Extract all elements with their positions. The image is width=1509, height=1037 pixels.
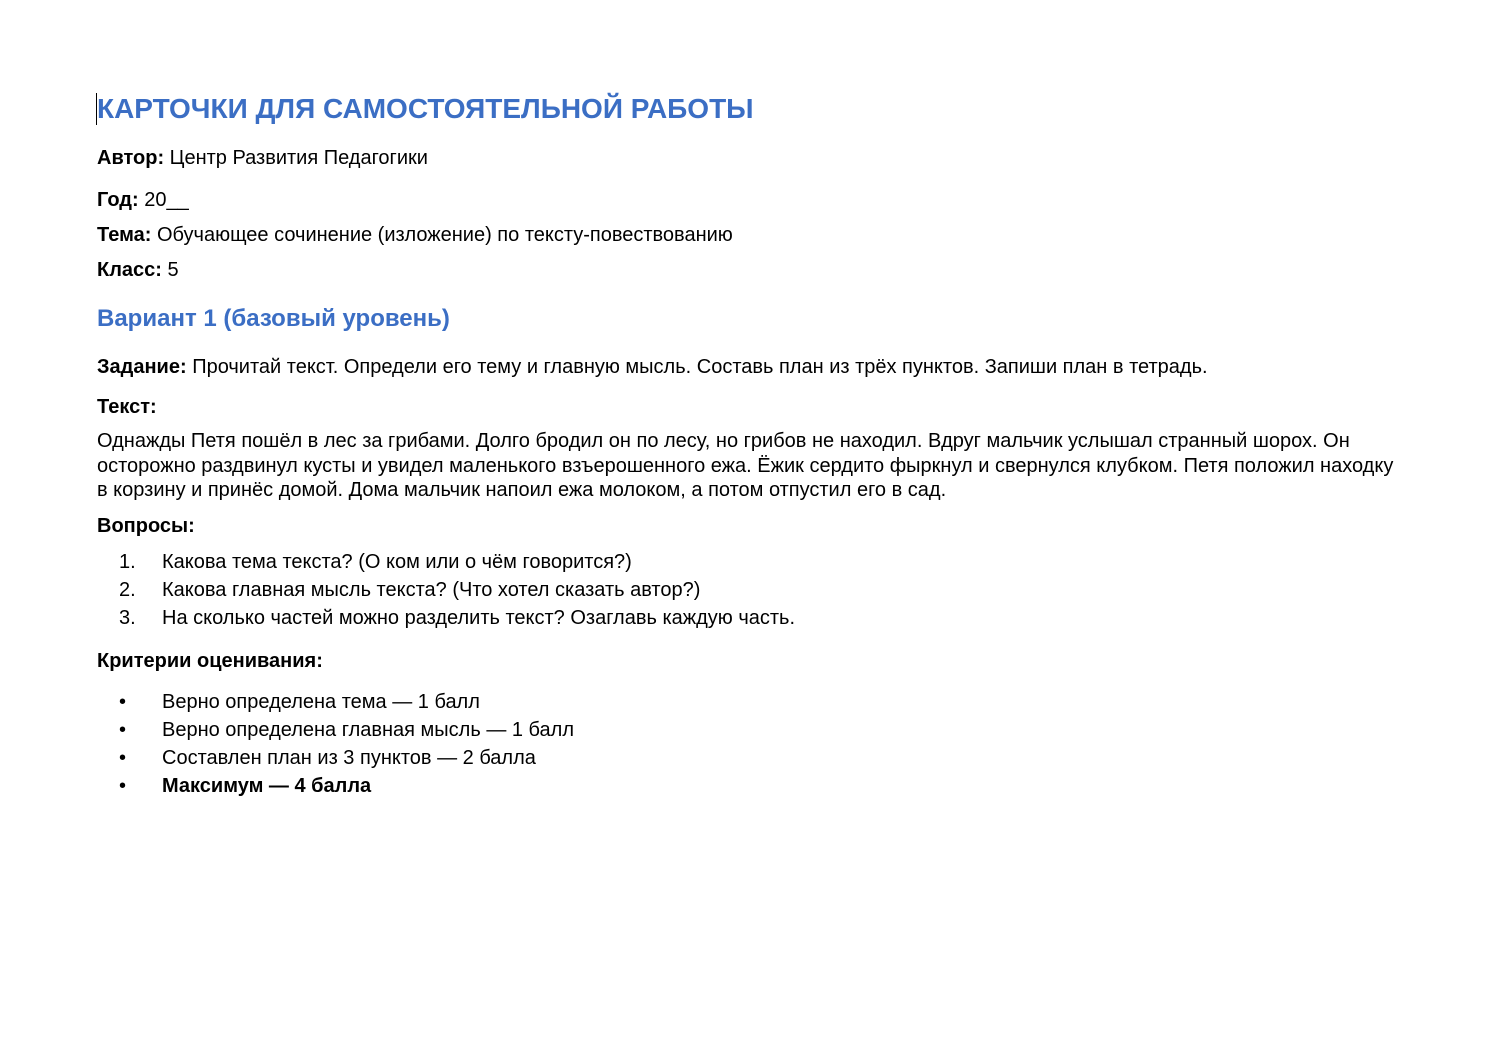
meta-class[interactable] [97,257,1407,283]
meta-year-value: 20__ [138,189,189,211]
criteria-item-total[interactable] [97,772,1407,800]
meta-year[interactable] [97,187,1407,213]
questions-label[interactable]: Вопросы: [97,514,195,537]
text-body[interactable]: Однажды Петя пошёл в лес за грибами. Долго бродил он по лесу, но грибов не находил. Вдруг мальчик услышал странный шорох. Он осторожно раздвинул кусты и увидел маленького взъерошенного ежа. Ёжик сердито фыркнул и свернулся клубком. Петя положил находку в корзину и принёс домой. Дома мальчик напоил ежа молоком, а потом отпустил его в сад. [97,430,1394,501]
criteria-list [97,688,1407,800]
bullet-icon: • [119,774,127,797]
task-text: Прочитай текст. Определи его тему и главную мысль. Составь план из трёх пунктов. Запиши план в тетрадь. [186,356,1208,378]
criteria-label[interactable]: Критерии оценивания: [97,649,323,672]
meta-topic-value: Обучающее сочинение (изложение) по тексту-повествованию [151,224,733,246]
meta-author-label: Автор: [97,147,165,169]
text-label[interactable]: Текст: [97,396,157,418]
meta-author[interactable] [97,145,1407,171]
meta-topic-label: Тема: [97,224,152,246]
criteria-item[interactable] [97,688,1407,716]
question-number: 1. [119,550,136,573]
question-number: 2. [119,578,136,601]
bullet-icon: • [119,746,127,769]
criteria-text: Верно определена главная мысль — 1 балл [162,718,575,741]
document-page [97,90,1407,800]
criteria-text: Составлен план из 3 пунктов — 2 балла [162,746,536,769]
meta-class-label: Класс: [97,259,162,281]
task-paragraph[interactable] [97,354,1407,380]
question-item[interactable] [97,604,1407,632]
criteria-text: Верно определена тема — 1 балл [162,690,480,713]
questions-list [97,548,1407,632]
variant-heading[interactable]: Вариант 1 (базовый уровень) [97,305,450,332]
document-title[interactable]: КАРТОЧКИ ДЛЯ САМОСТОЯТЕЛЬНОЙ РАБОТЫ [97,93,754,124]
meta-author-value: Центр Развития Педагогики [164,147,428,169]
question-text: На сколько частей можно разделить текст? Озаглавь каждую часть. [162,606,796,629]
meta-class-value: 5 [161,259,179,281]
task-label: Задание: [97,356,187,378]
bullet-icon: • [119,690,127,713]
criteria-total-text: Максимум — 4 балла [162,774,372,797]
question-text: Какова тема текста? (О ком или о чём говорится?) [162,550,632,573]
question-number: 3. [119,606,136,629]
question-text: Какова главная мысль текста? (Что хотел сказать автор?) [162,578,701,601]
question-item[interactable] [97,548,1407,576]
criteria-item[interactable] [97,716,1407,744]
meta-year-label: Год: [97,189,139,211]
question-item[interactable] [97,576,1407,604]
criteria-item[interactable] [97,744,1407,772]
meta-topic[interactable] [97,222,1407,248]
text-cursor [96,93,97,125]
bullet-icon: • [119,718,127,741]
